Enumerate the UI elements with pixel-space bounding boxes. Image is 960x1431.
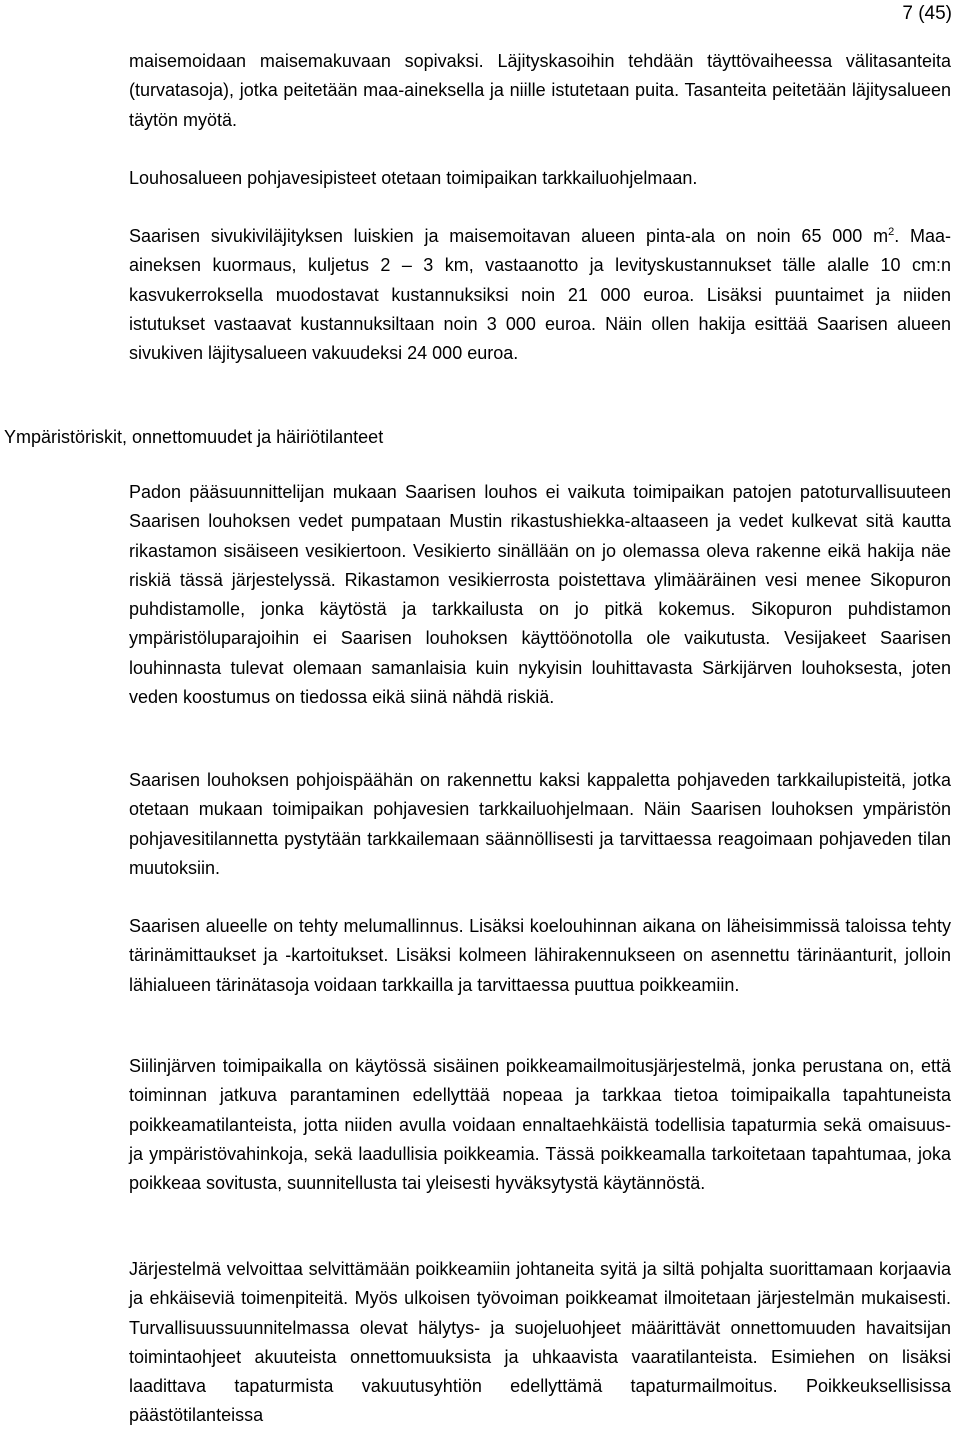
paragraph-text: Padon pääsuunnittelijan mukaan Saarisen louhos ei vaikuta toimipaikan patojen patoturvallisuuteen Saarisen louhoksen vedet pumpataan Mustin rikastushiekka-altaaseen ja vedet kulkevat sitä kautta rikastamon sisäiseen vesikiertoon. Vesikierto sinällään on jo olemassa oleva rakenne eikä hakija näe riskiä tässä järjestelyssä. Rikastamon vesikierrosta poistettava ylimääräinen vesi menee Sikopuron puhdistamolle, jonka käytöstä ja tarkkailusta on jo pitkä kokemus. Sikopuron puhdistamon ympäristöluparajoihin ei Saarisen louhoksen käyttöönotolla ole vaikutusta. Vesijakeet Saarisen louhinnasta tulevat olemaan samanlaisia kuin nykyisin louhittavasta Särkijärven louhoksesta, joten veden koostumus on tiedossa eikä siinä nähdä riskiä.: [129, 482, 951, 708]
paragraph-landscaping: [129, 47, 951, 135]
text-run: Saarisen sivukiviläjityksen luiskien ja maisemoitavan alueen pinta-ala on noin 65 000 m: [129, 226, 889, 246]
paragraph-text: Järjestelmä velvoittaa selvittämään poikkeamiin johtaneita syitä ja siltä pohjalta suorittamaan korjaavia ja ehkäiseviä toimenpiteitä. Myös ulkoisen työvoiman poikkeamat ilmoitetaan järjestelmän mukaisesti. Turvallisuussuunnitelmassa olevat hälytys- ja suojeluohjeet määrittävät onnettomuuden havaitsijan toimintaohjeet akuuteista onnettomuuksista ja uhkaavista vaaratilanteista. Esimiehen on lisäksi laadittava tapaturmista vakuutusyhtiön edellyttämä tapaturmailmoitus. Poikkeuksellisissa päästötilanteissa: [129, 1259, 951, 1426]
paragraph-text: Siilinjärven toimipaikalla on käytössä sisäinen poikkeamailmoitusjärjestelmä, jonka perustana on, että toiminnan jatkuva parantaminen edellyttää nopeaa ja tarkkaa tietoa toimipaikalla tapahtuneista poikkeamatilanteista, jotta niiden avulla voidaan ennaltaehkäistä todellisia tapaturmia sekä omaisuus- ja ympäristövahinkoja, sekä laadullisia poikkeamia. Tässä poikkeamalla tarkoitetaan tapahtumaa, joka poikkeaa sovitusta, suunnitellusta tai yleisesti hyväksytystä käytännöstä.: [129, 1056, 951, 1194]
paragraph-text: [129, 222, 951, 368]
paragraph-system-obligations: [129, 1255, 951, 1431]
text-run: . Maa-aineksen kuormaus, kuljetus 2 – 3 km, vastaanotto ja levityskustannukset tälle alalle 10 cm:n kasvukerroksella muodostavat kustannuksiksi noin 21 000 euroa. Lisäksi puuntaimet ja niiden istutukset vastaavat kustannuksiltaan noin 3 000 euroa. Näin ollen hakija esittää Saarisen alueen sivukiven läjitysalueen vakuudeksi 24 000 euroa.: [129, 226, 951, 364]
paragraph-text: Louhosalueen pohjavesipisteet otetaan toimipaikan tarkkailuohjelmaan.: [129, 168, 698, 188]
superscript-2: 2: [888, 226, 895, 238]
page-number: 7 (45): [902, 3, 952, 24]
paragraph-noise-vibration: [129, 912, 951, 1000]
paragraph-groundwater-monitoring: [129, 766, 951, 883]
paragraph-dam-safety: [129, 478, 951, 712]
paragraph-text: maisemoidaan maisemakuvaan sopivaksi. Läjityskasoihin tehdään täyttövaiheessa välitasanteita (turvatasoja), jotka peitetään maa-aineksella ja niille istutetaan puita. Tasanteita peitetään läjitysalueen täytön myötä.: [129, 51, 951, 130]
paragraph-text: Saarisen louhoksen pohjoispäähän on rakennettu kaksi kappaletta pohjaveden tarkkailupisteitä, jotka otetaan mukaan toimipaikan pohjavesien tarkkailuohjelmaan. Näin Saarisen louhoksen ympäristön pohjavesitilannetta pystytään tarkkailemaan säännöllisesti ja tarvittaessa reagoimaan pohjaveden tilan muutoksiin.: [129, 770, 951, 878]
paragraph-deviation-system: [129, 1052, 951, 1198]
paragraph-text: Saarisen alueelle on tehty melumallinnus. Lisäksi koelouhinnan aikana on läheisimmissä taloissa tehty tärinämittaukset ja -kartoitukset. Lisäksi kolmeen lähirakennukseen on asennettu tärinäanturit, jolloin lähialueen tärinätasoja voidaan tarkkailla ja tarvittaessa puuttua poikkeamiin.: [129, 916, 951, 995]
paragraph-costs: [129, 222, 951, 368]
paragraph-groundwater-points: [129, 164, 951, 193]
section-heading: Ympäristöriskit, onnettomuudet ja häiriötilanteet: [4, 427, 384, 447]
